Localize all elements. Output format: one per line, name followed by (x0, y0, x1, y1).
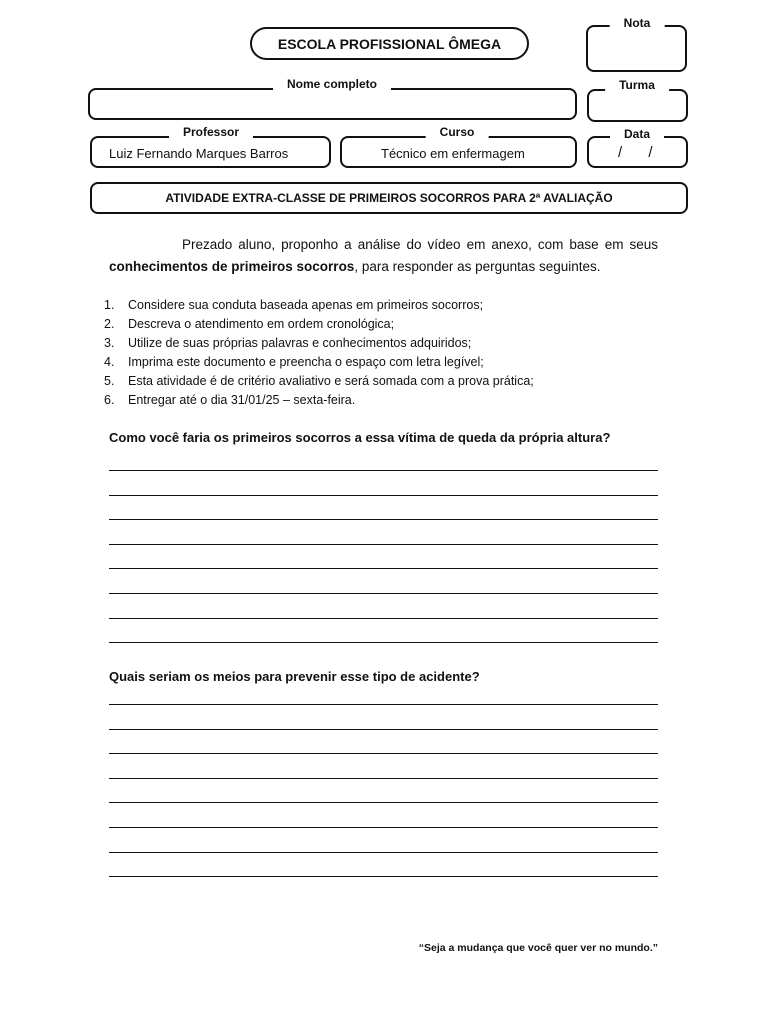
answer-line[interactable] (109, 778, 658, 779)
answer-line[interactable] (109, 876, 658, 877)
school-title (250, 27, 529, 60)
curso-label: Curso (426, 125, 489, 139)
answer-line[interactable] (109, 519, 658, 520)
list-item-number: 5. (104, 374, 115, 388)
answer-line[interactable] (109, 704, 658, 705)
answer-line[interactable] (109, 618, 658, 619)
list-item-text: Descreva o atendimento em ordem cronológica; (128, 317, 395, 331)
curso-value: Técnico em enfermagem (381, 146, 525, 161)
footer-quote: “Seja a mudança que você quer ver no mundo.” (418, 942, 658, 954)
list-item-text: Entregar até o dia 31/01/25 – sexta-feira. (128, 393, 356, 407)
turma-field[interactable] (587, 89, 688, 122)
list-item (104, 296, 534, 315)
list-item-number: 4. (104, 355, 115, 369)
list-item (104, 334, 534, 353)
question-2: Quais seriam os meios para prevenir esse tipo de acidente? (109, 669, 480, 684)
intro-tail: , para responder as perguntas seguintes. (354, 259, 601, 274)
list-item-text: Imprima este documento e preencha o espaço com letra legível; (128, 355, 484, 369)
answer-line[interactable] (109, 802, 658, 803)
list-item (104, 391, 534, 410)
data-label: Data (610, 127, 664, 141)
answer-line[interactable] (109, 852, 658, 853)
nome-completo-field[interactable] (88, 88, 577, 120)
instructions-list (104, 296, 534, 410)
list-item-text: Esta atividade é de critério avaliativo e será somada com a prova prática; (128, 374, 534, 388)
answer-line[interactable] (109, 495, 658, 496)
turma-label: Turma (605, 78, 669, 92)
list-item (104, 372, 534, 391)
intro-paragraph (109, 234, 658, 278)
answer-line[interactable] (109, 729, 658, 730)
list-item-number: 6. (104, 393, 115, 407)
list-item-text: Utilize de suas próprias palavras e conhecimentos adquiridos; (128, 336, 472, 350)
list-item (104, 353, 534, 372)
activity-title: ATIVIDADE EXTRA-CLASSE DE PRIMEIROS SOCORROS PARA 2ª AVALIAÇÃO (165, 191, 613, 205)
answer-line[interactable] (109, 470, 658, 471)
list-item-text: Considere sua conduta baseada apenas em primeiros socorros; (128, 298, 484, 312)
answer-line[interactable] (109, 593, 658, 594)
data-value: / / (618, 144, 653, 161)
list-item-number: 1. (104, 298, 115, 312)
answer-line[interactable] (109, 642, 658, 643)
list-item (104, 315, 534, 334)
answer-line[interactable] (109, 568, 658, 569)
answer-line[interactable] (109, 544, 658, 545)
intro-bold: conhecimentos de primeiros socorros (109, 259, 355, 274)
question-1: Como você faria os primeiros socorros a essa vítima de queda da própria altura? (109, 430, 611, 445)
professor-value: Luiz Fernando Marques Barros (109, 146, 289, 161)
answer-line[interactable] (109, 827, 658, 828)
intro-lead: Prezado aluno, proponho a análise do vídeo em anexo, com base em seus (182, 237, 658, 252)
professor-label: Professor (169, 125, 253, 139)
school-name: ESCOLA PROFISSIONAL ÔMEGA (277, 35, 502, 52)
list-item-number: 2. (104, 317, 115, 331)
activity-banner (90, 182, 688, 214)
nota-field[interactable] (586, 25, 687, 72)
nome-completo-label: Nome completo (273, 77, 391, 91)
answer-line[interactable] (109, 753, 658, 754)
list-item-number: 3. (104, 336, 115, 350)
nota-label: Nota (610, 16, 665, 30)
